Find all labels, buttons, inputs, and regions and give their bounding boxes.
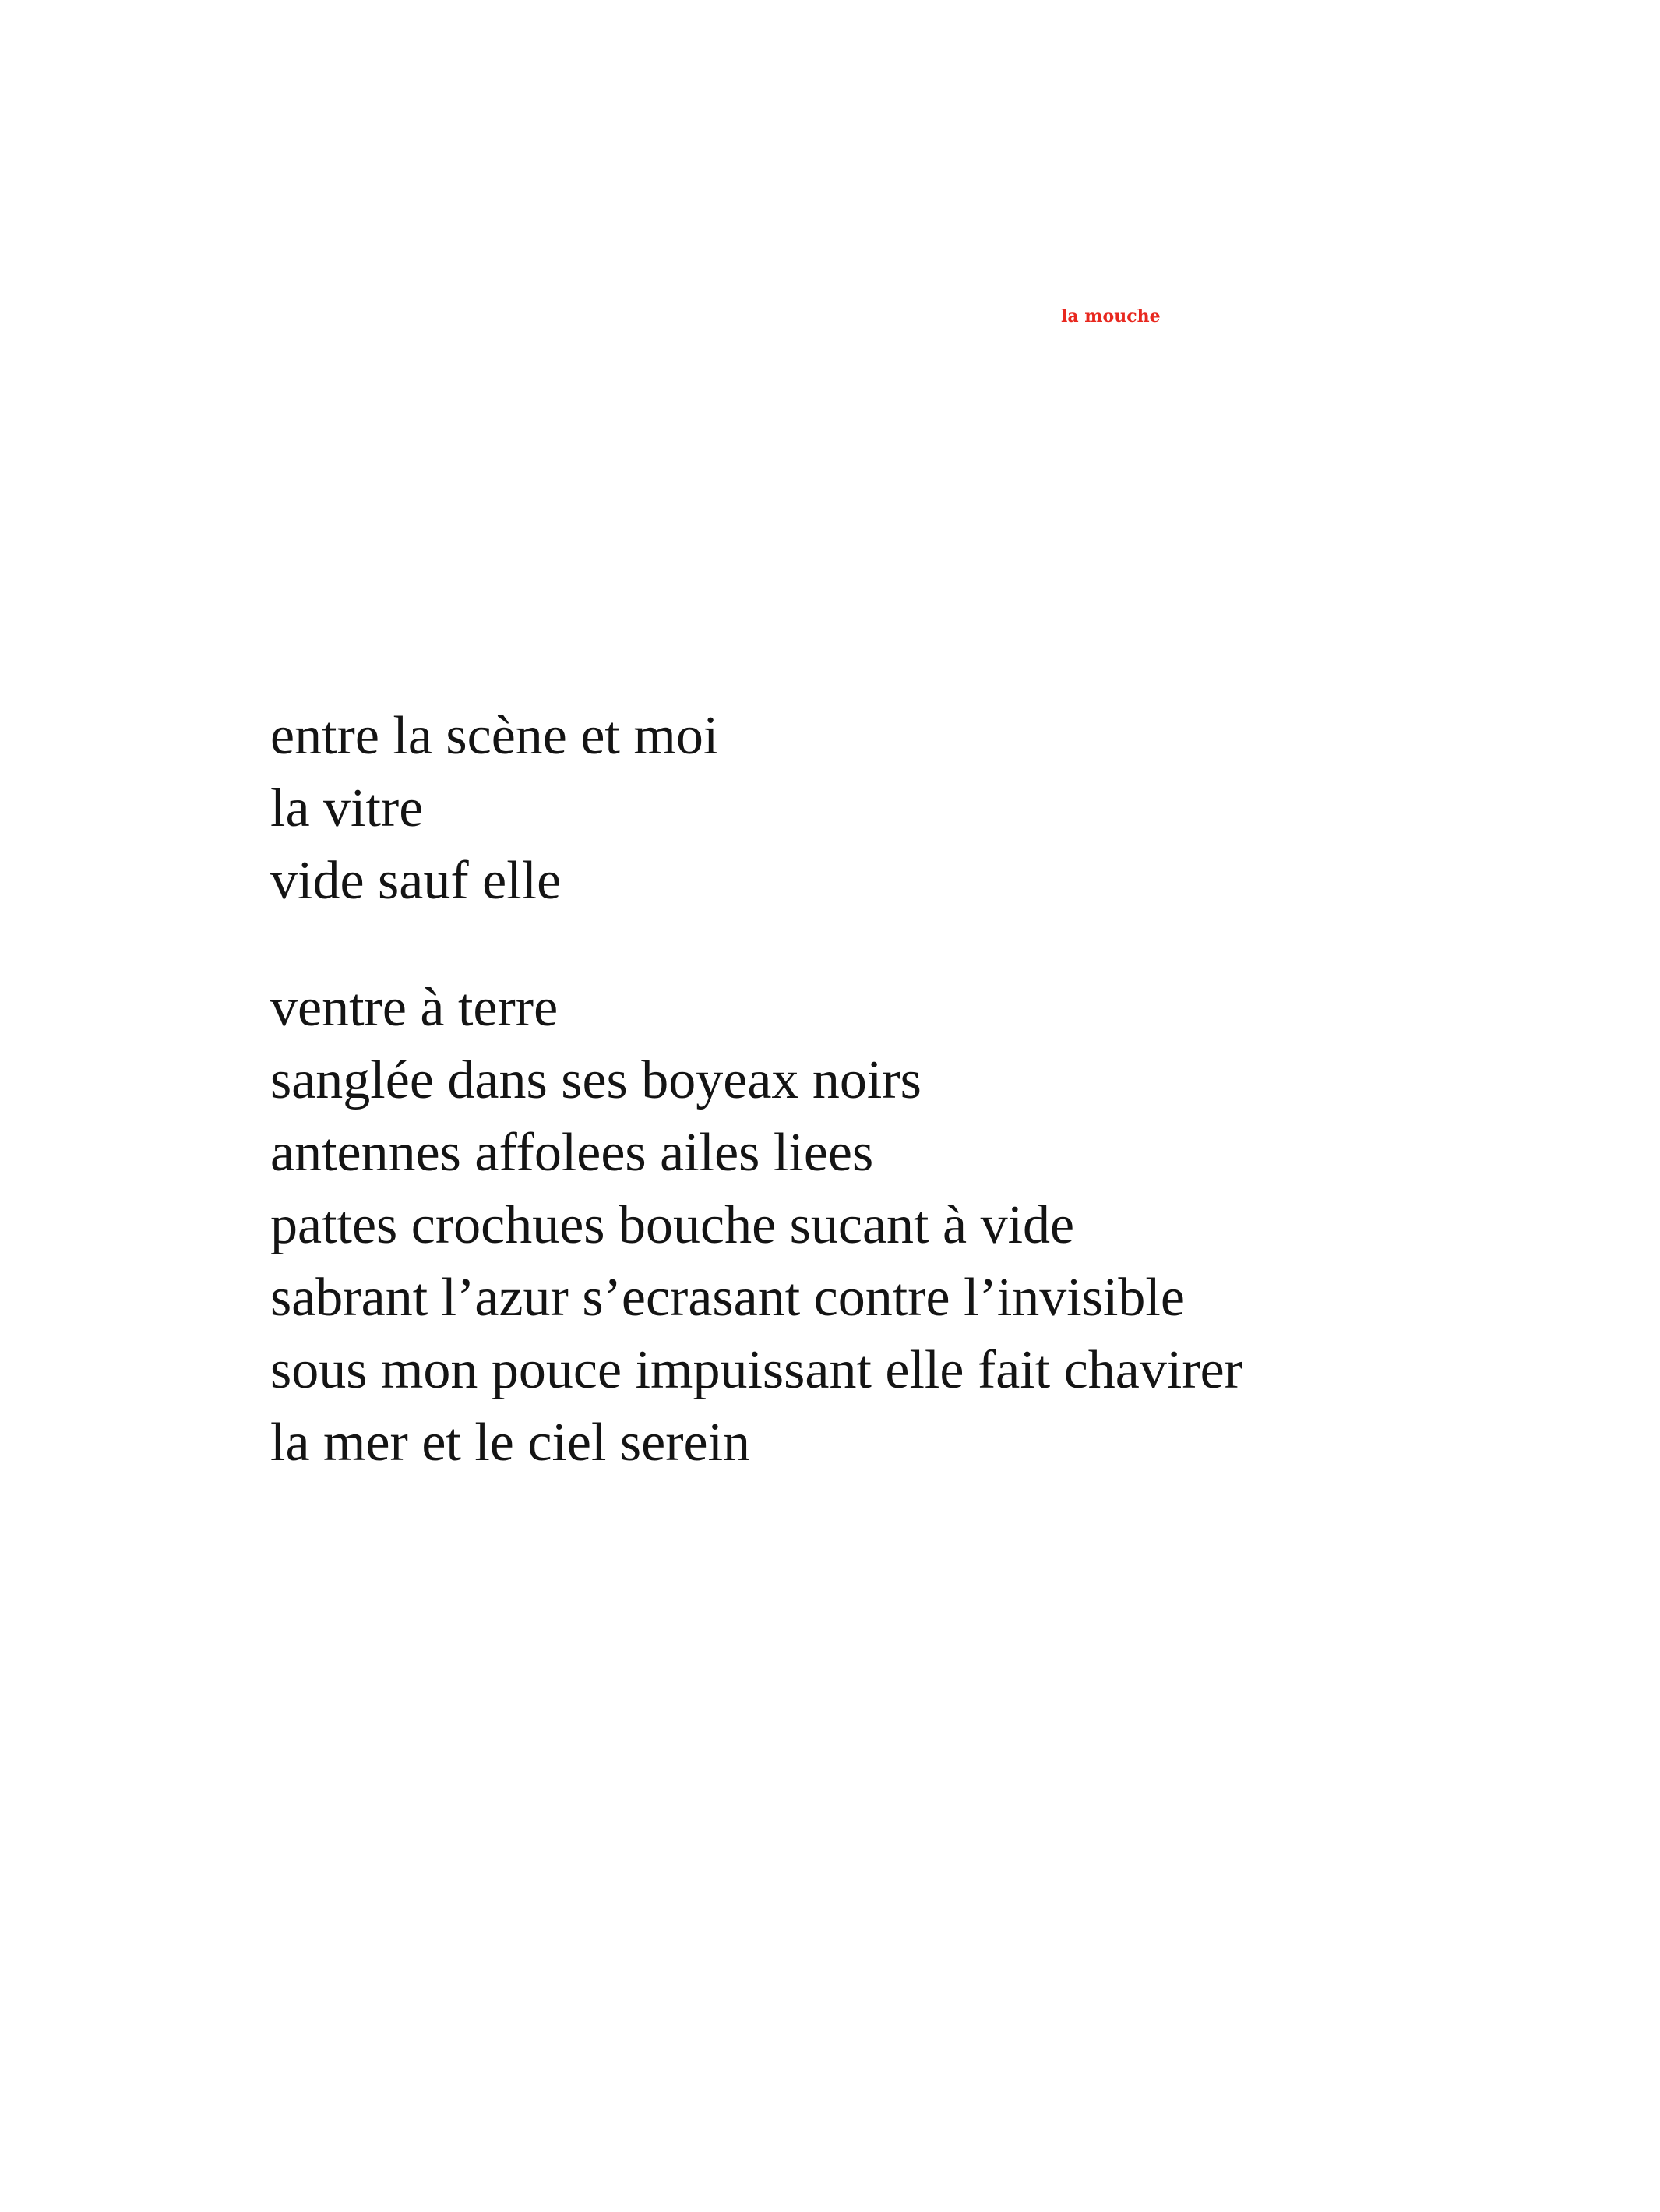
poem-line: la vitre bbox=[270, 778, 424, 838]
poem-line: pattes crochues bouche sucant à vide bbox=[270, 1195, 1075, 1255]
poem-line: vide sauf elle bbox=[270, 851, 562, 911]
poem-line: sous mon pouce impuissant elle fait chavirer bbox=[270, 1340, 1243, 1400]
poem-line: ventre à terre bbox=[270, 978, 559, 1038]
poem-body bbox=[270, 700, 1242, 1479]
stanza-1 bbox=[270, 700, 1242, 917]
poem-line: antennes affolees ailes liees bbox=[270, 1123, 874, 1183]
poem-line: entre la scène et moi bbox=[270, 706, 719, 766]
poem-line: la mer et le ciel serein bbox=[270, 1413, 751, 1473]
poem-line: sanglée dans ses boyeax noirs bbox=[270, 1050, 922, 1110]
poem-line: sabrant l’azur s’ecrasant contre l’invisible bbox=[270, 1268, 1185, 1328]
stanza-2 bbox=[270, 972, 1242, 1479]
poem-title: la mouche bbox=[1061, 306, 1161, 326]
